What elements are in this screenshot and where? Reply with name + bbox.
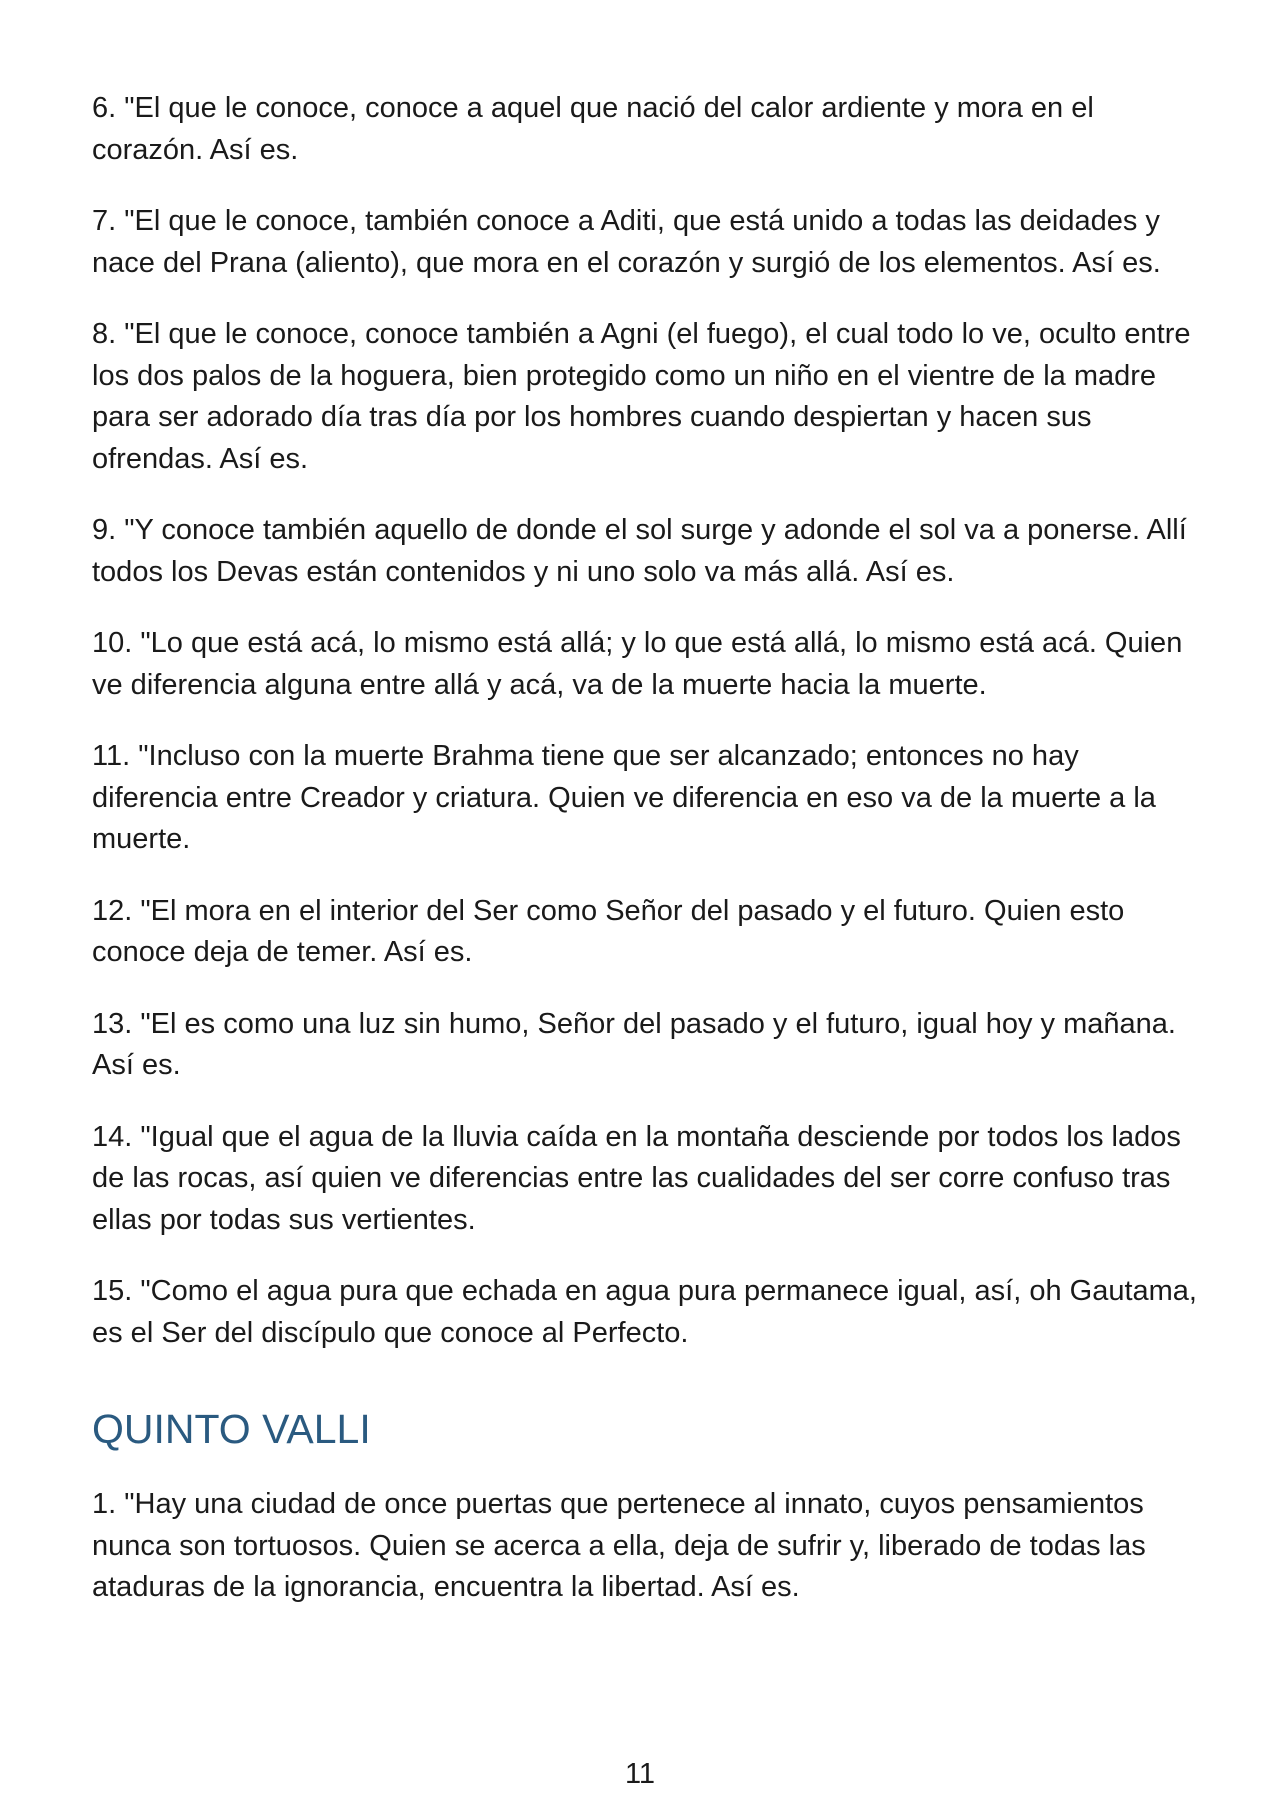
page-number: 11 bbox=[624, 1758, 656, 1790]
section-heading: QUINTO VALLI bbox=[92, 1406, 371, 1452]
paragraph-13: 13. "El es como una luz sin humo, Señor del pasado y el futuro, igual hoy y mañana. Así es. bbox=[92, 1007, 1176, 1081]
paragraph-quinto-1: 1. "Hay una ciudad de once puertas que pertenece al innato, cuyos pensamientos nunca son tortuosos. Quien se acerca a ella, deja de sufrir y, liberado de todas las ataduras de la ignorancia, encuentra la libertad. Así es. bbox=[92, 1488, 1146, 1603]
paragraph-15: 15. "Como el agua pura que echada en agua pura permanece igual, así, oh Gautama, es el Ser del discípulo que conoce al Perfecto. bbox=[92, 1275, 1197, 1349]
paragraph-10: 10. "Lo que está acá, lo mismo está allá; y lo que está allá, lo mismo está acá. Quien ve diferencia alguna entre allá y acá, va de la muerte hacia la muerte. bbox=[92, 627, 1183, 701]
paragraph-14: 14. "Igual que el agua de la lluvia caída en la montaña desciende por todos los lados de las rocas, así quien ve diferencias entre las cualidades del ser corre confuso tras ellas por todas sus vertientes. bbox=[92, 1120, 1181, 1236]
paragraph-9: 9. "Y conoce también aquello de donde el sol surge y adonde el sol va a ponerse. Allí todos los Devas están contenidos y ni uno solo va más allá. Así es. bbox=[92, 514, 1187, 588]
paragraph-8: 8. "El que le conoce, conoce también a Agni (el fuego), el cual todo lo ve, oculto entre los dos palos de la hoguera, bien protegido como un niño en el vientre de la madre para ser adorado día tras día por los hombres cuando despiertan y hacen sus ofrendas. Así es. bbox=[92, 318, 1191, 475]
paragraph-12: 12. "El mora en el interior del Ser como Señor del pasado y el futuro. Quien esto conoce deja de temer. Así es. bbox=[92, 894, 1125, 968]
page-content bbox=[92, 88, 1202, 1639]
paragraph-6: 6. "El que le conoce, conoce a aquel que nació del calor ardiente y mora en el corazón. Así es. bbox=[92, 92, 1094, 166]
paragraph-11: 11. "Incluso con la muerte Brahma tiene que ser alcanzado; entonces no hay diferencia entre Creador y criatura. Quien ve diferencia en eso va de la muerte a la muerte. bbox=[92, 740, 1156, 855]
paragraph-7: 7. "El que le conoce, también conoce a Aditi, que está unido a todas las deidades y nace del Prana (aliento), que mora en el corazón y surgió de los elementos. Así es. bbox=[92, 205, 1161, 279]
